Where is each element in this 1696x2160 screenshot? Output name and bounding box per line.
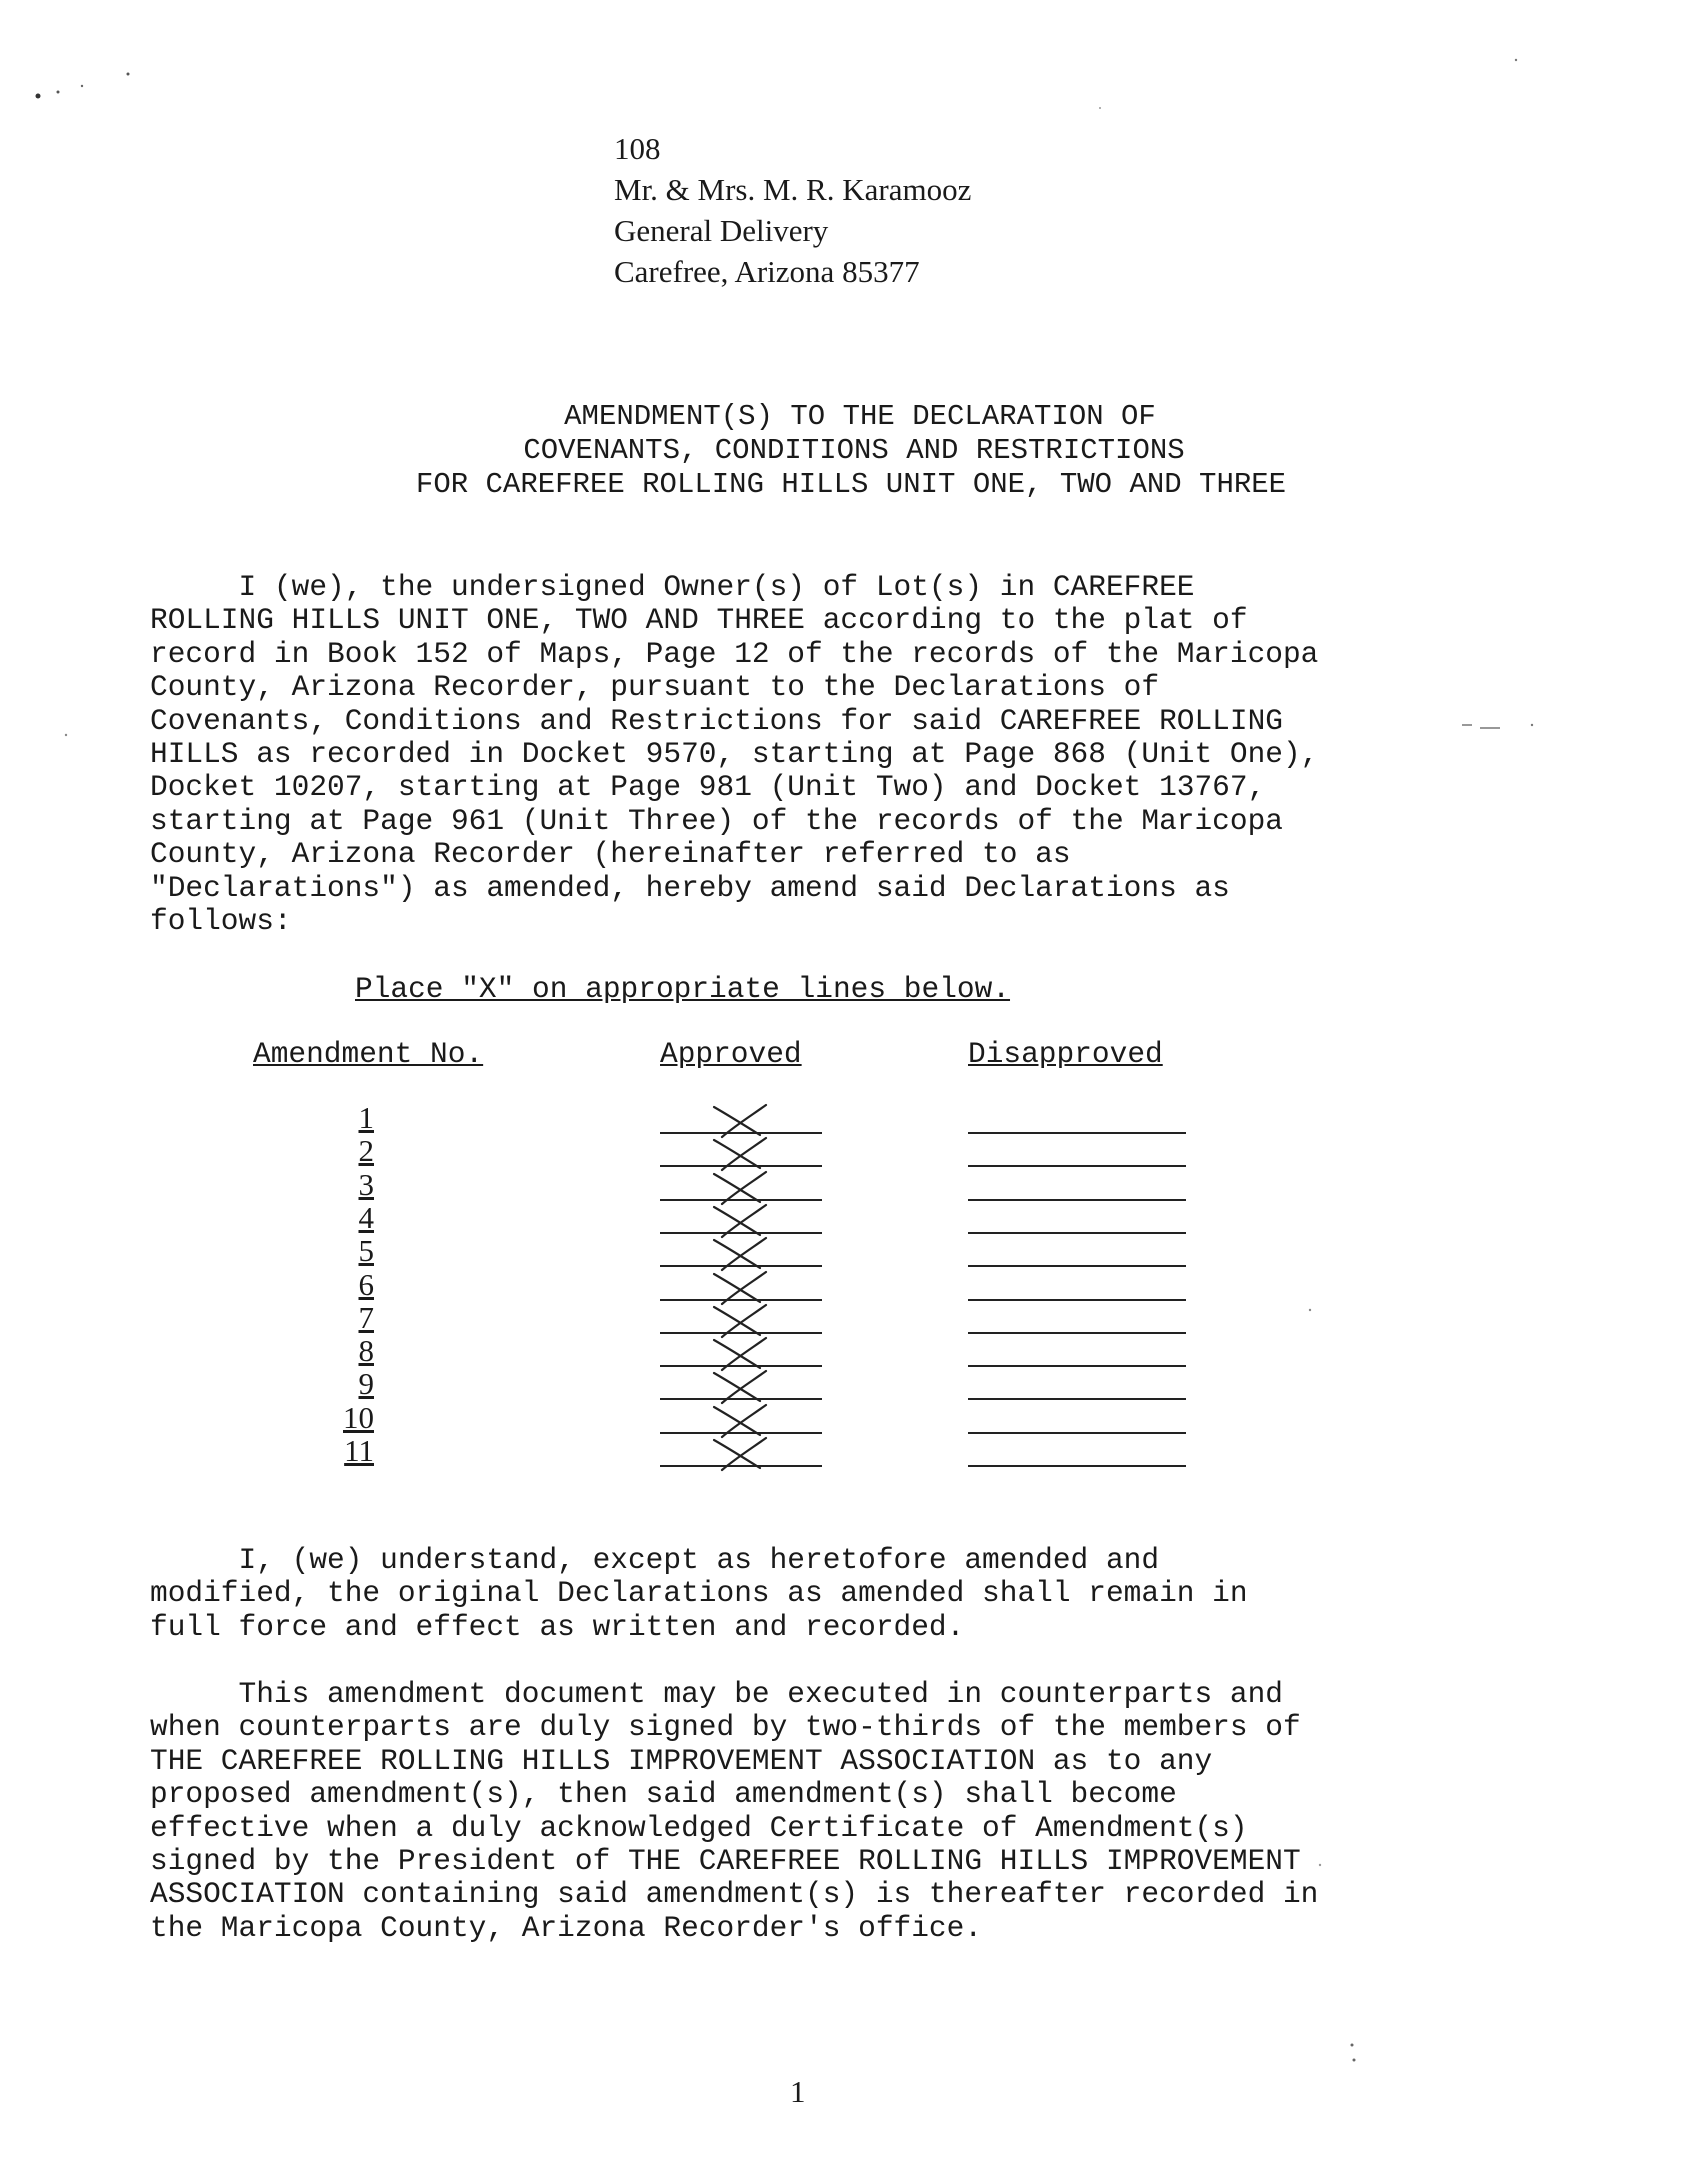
document-title <box>0 400 1696 502</box>
amendment-number: 4 <box>358 1199 374 1235</box>
paragraph-line: THE CAREFREE ROLLING HILLS IMPROVEMENT ASSOCIATION as to any <box>150 1743 1213 1778</box>
page-number: 1 <box>790 2074 806 2109</box>
declaration-paragraph <box>150 571 1318 938</box>
title-line-3: FOR CAREFREE ROLLING HILLS UNIT ONE, TWO AND THREE <box>415 468 1287 501</box>
column-header-amendment: Amendment No. <box>253 1037 484 1071</box>
paragraph-line: ASSOCIATION containing said amendment(s) is thereafter recorded in <box>150 1877 1319 1912</box>
title-line-2: COVENANTS, CONDITIONS AND RESTRICTIONS <box>523 434 1185 467</box>
disapproved-line[interactable] <box>968 1465 1186 1467</box>
ballot-row <box>0 1101 1696 1135</box>
ballot-row <box>0 1201 1696 1235</box>
ballot-row <box>0 1268 1696 1302</box>
x-mark-icon <box>662 1401 822 1435</box>
amendment-number: 9 <box>358 1366 374 1402</box>
x-mark-icon <box>662 1101 822 1135</box>
x-mark-icon <box>662 1268 822 1302</box>
paragraph-line: signed by the President of THE CAREFREE ROLLING HILLS IMPROVEMENT <box>150 1844 1301 1879</box>
x-mark-icon <box>662 1201 822 1235</box>
paragraph-line: effective when a duly acknowledged Certificate of Amendment(s) <box>150 1810 1248 1845</box>
x-mark-icon <box>662 1168 822 1202</box>
ballot-row <box>0 1168 1696 1202</box>
ballot-row <box>0 1234 1696 1268</box>
paragraph-line: full force and effect as written and recorded. <box>150 1609 965 1644</box>
address-line-3: Carefree, Arizona 85377 <box>614 254 920 289</box>
paragraph-line: "Declarations") as amended, hereby amend said Declarations as <box>150 870 1230 905</box>
column-header-disapproved: Disapproved <box>968 1037 1163 1071</box>
amendment-number: 1 <box>358 1100 374 1135</box>
amendment-number: 8 <box>358 1333 374 1369</box>
ballot-row <box>0 1434 1696 1468</box>
ballot-row <box>0 1401 1696 1435</box>
amendment-number: 7 <box>358 1299 374 1335</box>
understanding-paragraph <box>150 1544 1248 1644</box>
paragraph-line: County, Arizona Recorder, pursuant to the Declarations of <box>150 670 1160 705</box>
amendment-number: 10 <box>343 1399 374 1435</box>
paragraph-line: record in Book 152 of Maps, Page 12 of the records of the Maricopa <box>150 636 1319 671</box>
column-header-approved: Approved <box>660 1037 802 1071</box>
paragraph-line: Docket 10207, starting at Page 981 (Unit Two) and Docket 13767, <box>150 770 1266 805</box>
amendment-number: 11 <box>344 1433 374 1468</box>
paragraph-line: County, Arizona Recorder (hereinafter referred to as <box>150 837 1071 872</box>
ballot-row <box>0 1367 1696 1401</box>
paragraph-line: starting at Page 961 (Unit Three) of the records of the Maricopa <box>150 803 1283 838</box>
recipient-name: Mr. & Mrs. M. R. Karamooz <box>614 172 972 207</box>
paragraph-line: ROLLING HILLS UNIT ONE, TWO AND THREE according to the plat of <box>150 603 1248 638</box>
x-mark-icon <box>662 1234 822 1268</box>
lot-number: 108 <box>614 131 661 166</box>
x-mark-icon <box>662 1434 822 1468</box>
paragraph-line: This amendment document may be executed in counterparts and <box>150 1677 1283 1711</box>
ballot-row <box>0 1334 1696 1368</box>
amendment-number: 3 <box>358 1166 374 1202</box>
ballot-row <box>0 1134 1696 1168</box>
paragraph-line: HILLS as recorded in Docket 9570, starting at Page 868 (Unit One), <box>150 737 1319 772</box>
x-mark-icon <box>662 1367 822 1401</box>
x-mark-icon <box>662 1334 822 1368</box>
amendment-number: 2 <box>358 1133 374 1169</box>
paragraph-line: follows: <box>150 904 292 939</box>
paragraph-line: Covenants, Conditions and Restrictions for said CAREFREE ROLLING <box>150 703 1283 738</box>
paragraph-line: modified, the original Declarations as amended shall remain in <box>150 1576 1248 1611</box>
title-line-1: AMENDMENT(S) TO THE DECLARATION OF <box>564 400 1156 433</box>
paragraph-line: when counterparts are duly signed by two-thirds of the members of <box>150 1710 1301 1745</box>
recipient-address <box>614 128 971 292</box>
paragraph-line: proposed amendment(s), then said amendment(s) shall become <box>150 1777 1177 1812</box>
amendment-number: 5 <box>358 1233 374 1269</box>
paragraph-line: the Maricopa County, Arizona Recorder's office. <box>150 1910 983 1945</box>
paragraph-line: I, (we) understand, except as heretofore amended and <box>150 1543 1160 1577</box>
ballot-instruction: Place "X" on appropriate lines below. <box>355 972 1011 1006</box>
paragraph-line: I (we), the undersigned Owner(s) of Lot(s) in CAREFREE <box>150 570 1195 604</box>
execution-paragraph <box>150 1678 1318 1945</box>
amendment-number: 6 <box>358 1266 374 1302</box>
address-line-2: General Delivery <box>614 213 829 248</box>
ballot-row <box>0 1301 1696 1335</box>
x-mark-icon <box>662 1134 822 1168</box>
x-mark-icon <box>662 1301 822 1335</box>
